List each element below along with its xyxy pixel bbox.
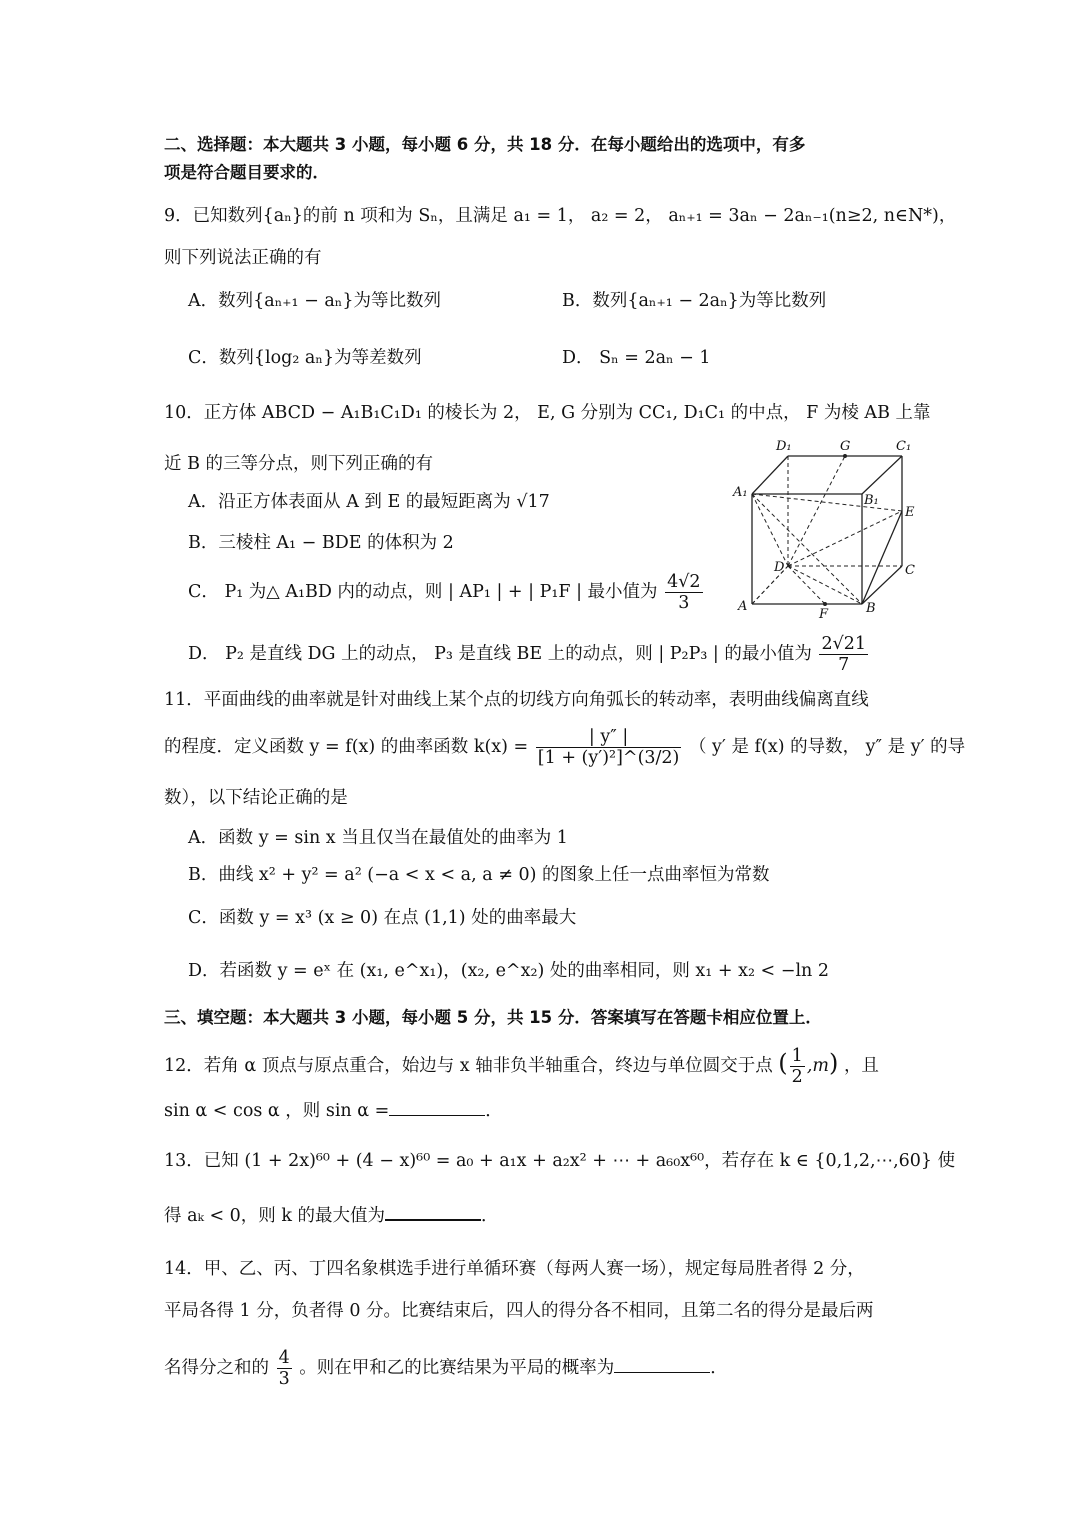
q12-point-fraction [790,1046,805,1087]
q10-option-d-numerator: 2√21 [821,634,867,654]
q14-fraction [277,1348,292,1389]
label-b1: B₁ [864,493,879,508]
q14-end-period: ． [710,1358,728,1378]
q10-option-c [188,572,705,613]
q14-stem-line2: 平局各得 1 分，负者得 0 分。比赛结束后，四人的得分各不相同，且第二名的得分是最后两 [164,1301,874,1321]
label-b: B [866,601,876,616]
q9-stem-line1: 9．已知数列{aₙ}的前 n 项和为 Sₙ，且满足 a₁ = 1， a₂ = 2， aₙ₊₁ = 3aₙ − 2aₙ₋₁(n≥2, n∈N*)， [164,206,957,226]
cube-figure [730,434,930,620]
q11-option-b: B．曲线 x² + y² = a² (−a < x < a, a ≠ 0) 的图象上任一点曲率恒为常数 [188,865,770,885]
q11-option-a: A．函数 y = sin x 当且仅当在最值处的曲率为 1 [188,828,568,848]
q13-stem-line1: 13．已知 (1 + 2x)⁶⁰ + (4 − x)⁶⁰ = a₀ + a₁x + a₂x² + ⋯ + a₆₀x⁶⁰，若存在 k ∈ {0,1,2,⋯,60} 使 [164,1151,956,1171]
q10-stem-line2: 近 B 的三等分点，则下列正确的有 [164,454,433,474]
segment-a1-e [752,494,902,511]
q14-fraction-denominator: 3 [278,1369,290,1389]
q10-option-c-denominator: 3 [678,593,690,613]
point-f [823,602,827,606]
q13-stem-line2-text: 得 aₖ < 0，则 k 的最大值为 [164,1206,386,1226]
q12-point-denominator: 2 [791,1067,803,1087]
q10-option-d-text: D． P₂ 是直线 DG 上的动点， P₃ 是直线 BE 上的动点，则 | P₂P₃ | 的最小值为 [188,644,812,664]
q10-option-d-fraction [819,634,868,675]
section3-header: 三、填空题：本大题共 3 小题，每小题 5 分，共 15 分．答案填写在答题卡相应位置上． [164,1008,822,1027]
label-a: A [738,599,748,614]
q12-point-open-paren: ( [778,1049,788,1077]
q9-option-b: B．数列{aₙ₊₁ − 2aₙ}为等比数列 [562,291,827,311]
q12-stem-line2-text: sin α < cos α ，则 sin α = [164,1101,390,1121]
q9-option-c: C．数列{log₂ aₙ}为等差数列 [188,348,422,368]
q11-stem-line2-post: （ y′ 是 f(x) 的导数， y″ 是 y′ 的导 [688,737,966,757]
label-e: E [905,505,915,520]
segment-d-f [788,566,825,604]
q12-point-numerator: 1 [791,1046,803,1066]
section2-header-line1: 二、选择题：本大题共 3 小题，每小题 6 分，共 18 分．在每小题给出的选项中，有多 [164,135,806,154]
q13-end-period: ． [481,1206,499,1226]
q10-option-c-fraction [665,572,702,613]
label-a1: A₁ [733,485,748,500]
q11-curvature-formula [536,727,682,768]
q13-stem-line2 [164,1203,499,1229]
q10-stem-line1: 10．正方体 ABCD − A₁B₁C₁D₁ 的棱长为 2， E, G 分别为 CC₁, D₁C₁ 的中点， F 为棱 AB 上靠 [164,403,931,423]
q11-option-c: C．函数 y = x³ (x ≥ 0) 在点 (1,1) 处的曲率最大 [188,908,577,928]
q12-stem-line1 [164,1046,879,1087]
q12-stem-line1-post: ，且 [843,1056,879,1076]
q11-formula-denominator: [1 + (y′)²]^(3/2) [537,748,680,768]
segment-a1-b [752,494,862,604]
q14-stem-line3-post: 。则在甲和乙的比赛结果为平局的概率为 [299,1358,615,1378]
q12-answer-blank[interactable] [389,1101,485,1116]
q10-option-c-text: C． P₁ 为△ A₁BD 内的动点，则 | AP₁ | + | P₁F | 最小值为 [188,582,658,602]
q10-option-d [188,634,870,675]
q11-stem-line1: 11．平面曲线的曲率就是针对曲线上某个点的切线方向角弧长的转动率，表明曲线偏离直线 [164,690,869,710]
label-d1: D₁ [776,439,792,454]
q11-option-d: D．若函数 y = eˣ 在 (x₁, e^x₁)，(x₂, e^x₂) 处的曲率相同，则 x₁ + x₂ < −ln 2 [188,961,830,981]
q12-end-period: ． [485,1101,503,1121]
edge-b1-c1 [862,456,902,494]
label-d: D [774,560,785,575]
segment-d-b [788,566,862,604]
label-f: F [819,607,829,620]
q9-option-a: A．数列{aₙ₊₁ − aₙ}为等比数列 [188,291,441,311]
label-c1: C₁ [896,439,912,454]
q10-option-d-denominator: 7 [838,655,850,675]
point-g [843,454,847,458]
section2-header-line2: 项是符合题目要求的． [164,163,329,182]
label-g: G [840,439,851,454]
q13-answer-blank[interactable] [385,1205,481,1221]
q12-stem-line1-pre: 12．若角 α 顶点与原点重合，始边与 x 轴非负半轴重合，终边与单位圆交于点 [164,1056,773,1076]
label-c: C [905,563,915,578]
q11-formula-numerator: | y″ | [536,727,682,748]
q14-stem-line1: 14．甲、乙、丙、丁四名象棋选手进行单循环赛（每两人赛一场），规定每局胜者得 2 分， [164,1259,865,1279]
q12-point-close-paren: ) [828,1049,839,1077]
edge-b-c [862,566,902,604]
segment-d-e [788,511,902,566]
q14-stem-line3-pre: 名得分之和的 [164,1358,269,1378]
q9-stem-line2: 则下列说法正确的有 [164,248,322,268]
q11-stem-line3: 数），以下结论正确的是 [164,788,348,808]
q10-option-b: B．三棱柱 A₁ − BDE 的体积为 2 [188,533,454,553]
q10-option-a: A．沿正方体表面从 A 到 E 的最短距离为 √17 [188,492,550,512]
q12-stem-line2 [164,1098,503,1124]
q11-stem-line2-pre: 的程度．定义函数 y = f(x) 的曲率函数 k(x) = [164,737,529,757]
q11-stem-line2 [164,727,965,768]
q12-point-m: ,m [806,1056,829,1076]
edge-a1-d1 [752,456,788,494]
segment-a1-d [752,494,788,566]
q10-option-c-numerator: 4√2 [667,572,701,592]
segment-b-e [862,511,902,604]
q14-stem-line3 [164,1348,728,1389]
q9-option-d: D． Sₙ = 2aₙ − 1 [562,348,711,368]
q14-fraction-numerator: 4 [278,1348,290,1368]
q14-answer-blank[interactable] [614,1358,710,1373]
segment-d-g [788,456,845,566]
